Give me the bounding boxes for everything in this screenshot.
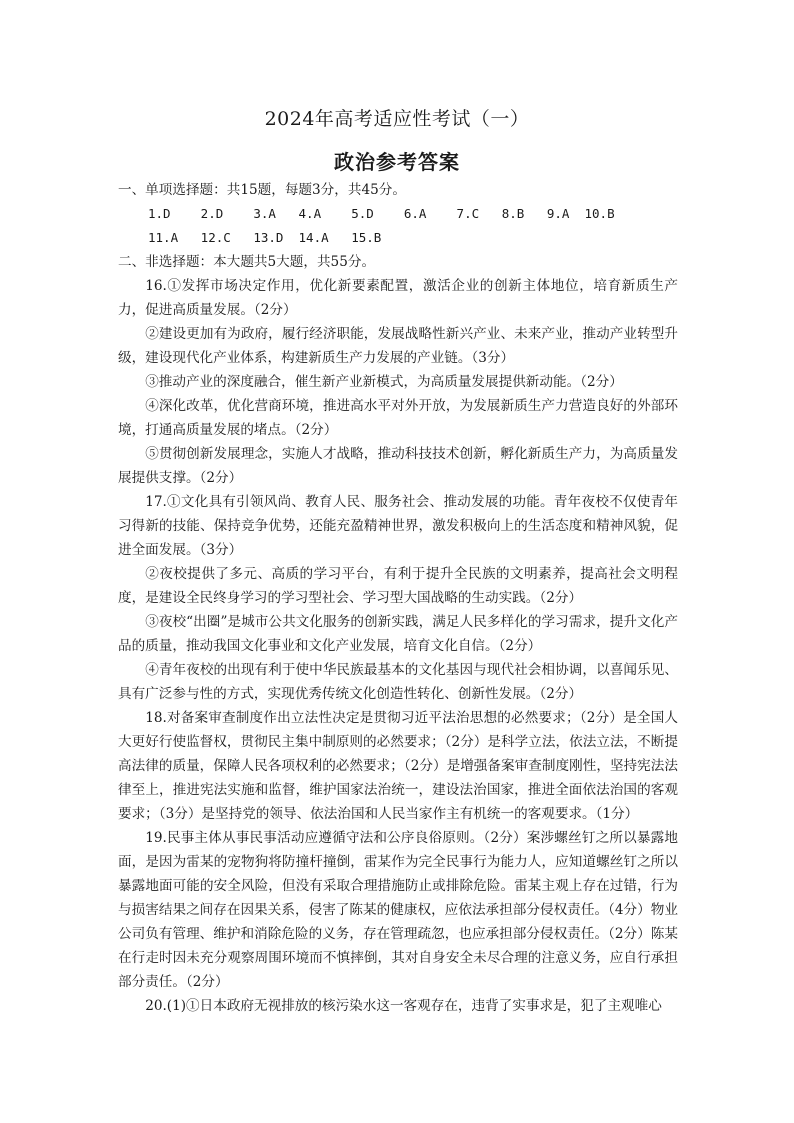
answer-paragraph: ③夜校“出圈”是城市公共文化服务的创新实践，满足人民多样化的学习需求，提升文化产品的质量，推动我国文化事业和文化产业发展，培育文化自信。（2分） (118, 614, 678, 654)
page-subtitle: 政治参考答案 (334, 150, 460, 174)
section-heading-nonchoice: 二、非选择题：本大题共5大题，共55分。 (118, 254, 376, 270)
answer-paragraph: ③推动产业的深度融合，催生新产业新模式，为高质量发展提供新动能。（2分） (145, 374, 623, 390)
answer-paragraph: 20.(1)①日本政府无视排放的核污染水这一客观存在，违背了实事求是，犯了主观唯心 (145, 998, 662, 1014)
choice-answers-row-1: 1.D 2.D 3.A 4.A 5.D 6.A 7.C 8.B 9.A 10.B (148, 206, 615, 221)
choice-answers-row-2: 11.A 12.C 13.D 14.A 15.B (148, 230, 382, 245)
answer-paragraph: ②建设更加有为政府，履行经济职能，发展战略性新兴产业、未来产业，推动产业转型升级，建设现代化产业体系，构建新质生产力发展的产业链。（3分） (118, 326, 678, 366)
answer-paragraph: ④青年夜校的出现有利于使中华民族最基本的文化基因与现代社会相协调，以喜闻乐见、具有广泛参与性的方式，实现优秀传统文化创造性转化、创新性发展。（2分） (118, 662, 678, 702)
answer-body (118, 178, 678, 1018)
answer-paragraph: ②夜校提供了多元、高质的学习平台，有利于提升全民族的文明素养，提高社会文明程度，是建设全民终身学习的学习型社会、学习型大国战略的生动实践。（2分） (118, 566, 678, 606)
answer-paragraph: 17.①文化具有引领风尚、教育人民、服务社会、推动发展的功能。青年夜校不仅使青年习得新的技能、保持竞争优势，还能充盈精神世界，激发积极向上的生活态度和精神风貌，促进全面发展。（3分） (118, 494, 678, 558)
answer-paragraph: ⑤贯彻创新发展理念，实施人才战略，推动科技技术创新，孵化新质生产力，为高质量发展提供支撑。（2分） (118, 446, 678, 486)
answer-paragraph: ④深化改革，优化营商环境，推进高水平对外开放，为发展新质生产力营造良好的外部环境，打通高质量发展的堵点。（2分） (118, 398, 678, 438)
section-heading-choice: 一、单项选择题：共15题，每题3分，共45分。 (118, 182, 406, 198)
answer-paragraph: 16.①发挥市场决定作用，优化新要素配置，激活企业的创新主体地位，培育新质生产力，促进高质量发展。（2分） (118, 278, 678, 318)
answer-paragraph: 18.对备案审查制度作出立法性决定是贯彻习近平法治思想的必然要求；（2分）是全国人大更好行使监督权，贯彻民主集中制原则的必然要求；（2分）是科学立法，依法立法，不断提高法律的质量，保障人民各项权利的必然要求；（2分）是增强备案审查制度刚性，坚持宪法法律至上，推进宪法实施和监督，维护国家法治统一，建设法治国家，推进全面依法治国的客观要求；（3分）是坚持党的领导、依法治国和人民当家作主有机统一的客观要求。（1分） (118, 710, 678, 822)
page-title: 2024年高考适应性考试（一） (264, 108, 530, 130)
answer-paragraph: 19.民事主体从事民事活动应遵循守法和公序良俗原则。（2分）案涉螺丝钉之所以暴露地面，是因为雷某的宠物狗将防撞杆撞倒，雷某作为完全民事行为能力人，应知道螺丝钉之所以暴露地面可能的安全风险，但没有采取合理措施防止或排除危险。雷某主观上存在过错，行为与损害结果之间存在因果关系，侵害了陈某的健康权，应依法承担部分侵权责任。（4分）物业公司负有管理、维护和消除危险的义务，存在管理疏忽，也应承担部分侵权责任。（2分）陈某在行走时因未充分观察周围环境而不慎摔倒，其对自身安全未尽合理的注意义务，应自行承担部分责任。（2分） (118, 830, 678, 990)
